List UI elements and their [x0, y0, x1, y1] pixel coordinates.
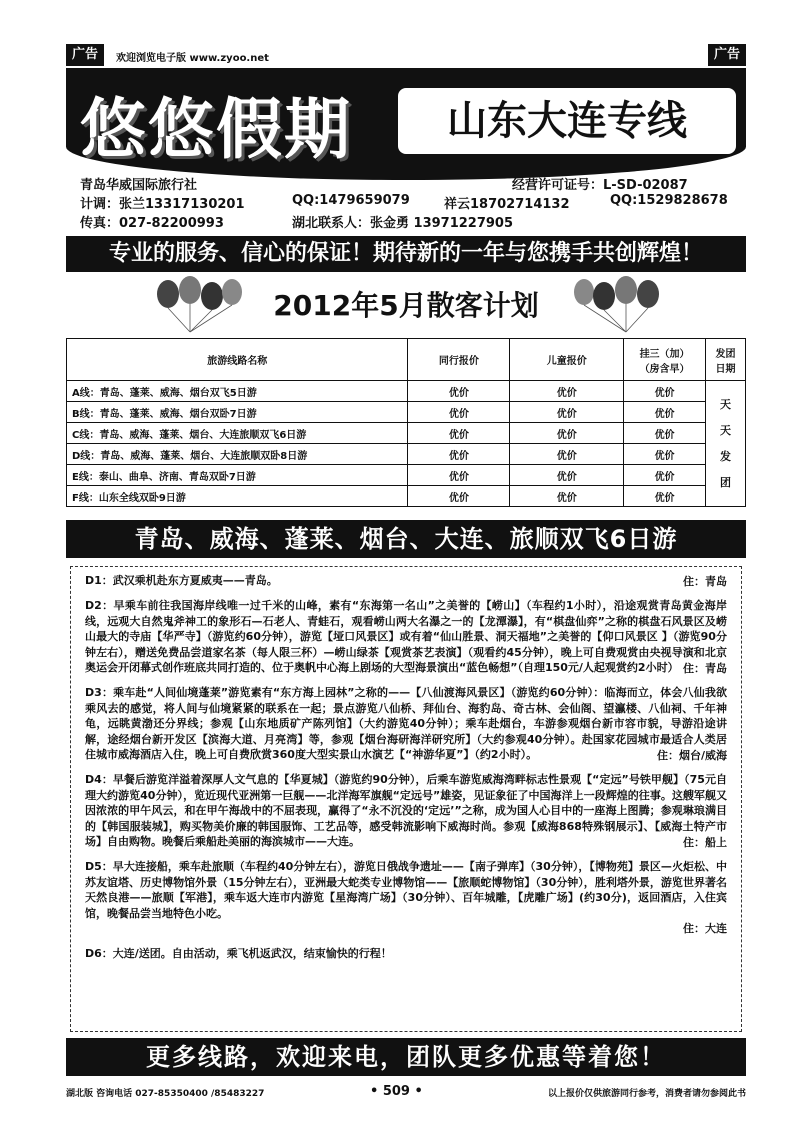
hang-price-cell: 优价 [624, 381, 706, 402]
col-hang-line1: 挂三（加） [639, 348, 690, 360]
license-number: 经营许可证号：L-SD-02087 [512, 178, 688, 193]
day-stay: 住：烟台/威海 [656, 748, 727, 762]
itinerary-day-5 [85, 859, 727, 937]
day-text: D3：乘车赴“人间仙境蓬莱”游览素有“东方海上园林”之称的——【八仙渡海风景区】（游览约60分钟）：临海而立，体会八仙我欲乘风去的感觉，将人间与仙境紧紧的联系在一起；景点游览八仙桥、拜仙台、海豹岛、奇古林、会仙阁、望瀛楼、八仙祠、千年神龟，远眺黄渤还分界线；参观【山东地质矿产陈列馆】（大约游览40分钟）；乘车赴烟台，车游参观烟台新市容市貌，导游沿途讲解，途经烟台新开发区【滨海大道、月亮湾】等，参观【烟台海研海洋研究所】（大约参观40分钟）。赴国家花园城市最适合人类居住城市威海酒店入住，晚上可自费欣赏360度大型实景山水演艺【“神游华夏”】（约2小时）。 [85, 686, 727, 761]
peer-price-cell: 优价 [408, 444, 510, 465]
route-title: 山东大连专线 [398, 88, 736, 154]
table-row [67, 465, 746, 486]
route-banner: 青岛、威海、蓬莱、烟台、大连、旅顺双飞6日游 [66, 520, 746, 558]
table-header-row [67, 339, 746, 381]
child-price-cell: 优价 [510, 444, 624, 465]
welcome-text[interactable]: 欢迎浏览电子版 www.zyoo.net [116, 53, 269, 64]
agency-info [80, 174, 740, 231]
itinerary-day-2 [85, 598, 727, 676]
slogan-banner: 专业的服务、信心的保证！期待新的一年与您携手共创辉煌！ [66, 236, 746, 272]
peer-price-cell: 优价 [408, 423, 510, 444]
hang-price-cell: 优价 [624, 465, 706, 486]
depart-char: 天 [720, 397, 731, 411]
hang-price-cell: 优价 [624, 402, 706, 423]
child-price-cell: 优价 [510, 402, 624, 423]
col-depart-line1: 发团 [715, 348, 736, 360]
itinerary-day-1 [85, 573, 727, 589]
table-row [67, 486, 746, 507]
ad-label-right: 广告 [708, 44, 746, 66]
hang-price-cell: 优价 [624, 444, 706, 465]
itinerary-day-3 [85, 685, 727, 763]
child-price-cell: 优价 [510, 486, 624, 507]
ad-label-left: 广告 [66, 44, 104, 66]
page-footer [66, 1084, 746, 1100]
contact-xiangyun: 祥云18702714132 [444, 197, 570, 212]
table-row [67, 402, 746, 423]
balloons-icon-right [570, 272, 666, 336]
depart-cell [706, 381, 746, 507]
qq-2: QQ:1529828678 [610, 193, 728, 208]
depart-char: 发 [720, 449, 731, 463]
route-cell: E线：泰山、曲阜、济南、青岛双卧7日游 [67, 465, 408, 486]
col-route: 旅游线路名称 [67, 339, 408, 381]
day-stay: 住：青岛 [683, 661, 727, 675]
peer-price-cell: 优价 [408, 486, 510, 507]
route-cell: D线：青岛、威海、蓬莱、烟台、大连旅顺双卧8日游 [67, 444, 408, 465]
day-text: D2：早乘车前往我国海岸线唯一过千米的山峰，素有“东海第一名山”之美誉的【崂山】（车程约1小时），沿途观赏青岛黄金海岸线，远观大自然鬼斧神工的象形石—石老人、青蛙石，观看崂山两大名瀑之一的【龙潭瀑】，有“棋盘仙弈”之称的棋盘石风景区及崂山最大的寺庙【华严寺】（游览约60分钟），游览【垭口风景区】或有着“仙山胜景、洞天福地”之美誉的【仰口风景区 】（游览90分钟左右），赠送免费品尝道家名茶（每人限三杯）—崂山绿茶【观赏茶艺表演】（观看约45分钟），晚上可自费观赏由央视导演和北京奥运会开闭幕式创作班底共同打造的、位于奥帆中心海上剧场的大型海景演出“蓝色畅想”（自理150元/人起观赏约2小时） [85, 599, 727, 674]
itinerary-box [70, 566, 742, 1032]
peer-price-cell: 优价 [408, 465, 510, 486]
route-cell: C线：青岛、威海、蓬莱、烟台、大连旅顺双飞6日游 [67, 423, 408, 444]
peer-price-cell: 优价 [408, 381, 510, 402]
depart-char: 天 [720, 423, 731, 437]
footer-banner: 更多线路，欢迎来电，团队更多优惠等着您！ [66, 1038, 746, 1076]
day-text: D5：早大连接船，乘车赴旅顺（车程约40分钟左右），游览日俄战争遗址——【南子弹库】（30分钟），【博物苑】景区—火炬松、中苏友谊塔、历史博物馆外景（15分钟左右），亚洲最大蛇类专业博物馆——【旅顺蛇博物馆】（30分钟），胜利塔外景，游览世界著名天然良港——旅顺【军港】，乘车返大连市内游览【星海湾广场】（30分钟）、百年城雕，【虎雕广场】(约30分)，返回酒店，入住宾馆，晚餐品尝当地特色小吃。 [85, 860, 727, 920]
hang-price-cell: 优价 [624, 486, 706, 507]
footer-disclaimer: 以上报价仅供旅游同行参考，消费者请勿参阅此书 [547, 1089, 746, 1099]
table-row [67, 423, 746, 444]
col-hang [624, 339, 706, 381]
day-stay: 住：青岛 [683, 574, 727, 588]
col-hang-line2: （房含早） [639, 363, 690, 375]
footer-contact: 湖北版 咨询电话 027-85350400 /85483227 [66, 1089, 265, 1099]
agency-name: 青岛华威国际旅行社 [80, 178, 198, 193]
hang-price-cell: 优价 [624, 423, 706, 444]
schedule-table [66, 338, 746, 507]
col-depart [706, 339, 746, 381]
qq-1: QQ:1479659079 [292, 193, 410, 208]
day-stay: 住：船上 [683, 835, 727, 849]
title-banner [66, 68, 746, 180]
contact-zhanglan: 计调：张兰13317130201 [80, 197, 245, 212]
col-depart-line2: 日期 [715, 363, 736, 375]
route-cell: F线：山东全线双卧9日游 [67, 486, 408, 507]
itinerary-day-6 [85, 946, 727, 962]
fax-number: 传真：027-82200993 [80, 216, 224, 231]
day-stay: 住：大连 [683, 922, 727, 935]
child-price-cell: 优价 [510, 465, 624, 486]
table-row [67, 381, 746, 402]
table-row [67, 444, 746, 465]
page-number: • 509 • [370, 1084, 423, 1099]
hubei-contact: 湖北联系人：张金勇 13971227905 [292, 216, 514, 231]
peer-price-cell: 优价 [408, 402, 510, 423]
col-peer-price: 同行报价 [408, 339, 510, 381]
itinerary-day-4 [85, 772, 727, 850]
top-bar [66, 44, 746, 66]
day-text: D6：大连/送团。自由活动，乘飞机返武汉，结束愉快的行程！ [85, 946, 392, 960]
route-cell: A线：青岛、蓬莱、威海、烟台双飞5日游 [67, 381, 408, 402]
brand-logo: 悠悠假期 [80, 90, 352, 168]
day-text: D1：武汉乘机赴东方夏威夷——青岛。 [85, 574, 278, 587]
plan-title: 2012年5月散客计划 [273, 289, 539, 322]
route-cell: B线：青岛、蓬莱、威海、烟台双卧7日游 [67, 402, 408, 423]
child-price-cell: 优价 [510, 381, 624, 402]
depart-char: 团 [720, 475, 731, 489]
child-price-cell: 优价 [510, 423, 624, 444]
day-text: D4：早餐后游览洋溢着深厚人文气息的【华夏城】（游览约90分钟），后乘车游览威海湾畔标志性景观【“定远”号铁甲舰】（75元自理大约游览40分钟），览近现代亚洲第一巨舰——北洋海军旗舰“定远号”雄姿，见证象征了中国海洋上一段辉煌的往事。这艘军舰又因浓浓的甲午风云，和在甲午海战中的不屈表现，赢得了“永不沉没的‘定远’”之称，成为国人心目中的一座海上图腾；参观琳琅满目的【韩国服装城】，购买物美价廉的韩国服饰、工艺品等，感受韩流影响下威海时尚。参观【威海868特殊钢展示】、【威海土特产市场】自由购物。晚餐后乘船赴美丽的海滨城市——大连。 [85, 773, 727, 848]
col-child-price: 儿童报价 [510, 339, 624, 381]
